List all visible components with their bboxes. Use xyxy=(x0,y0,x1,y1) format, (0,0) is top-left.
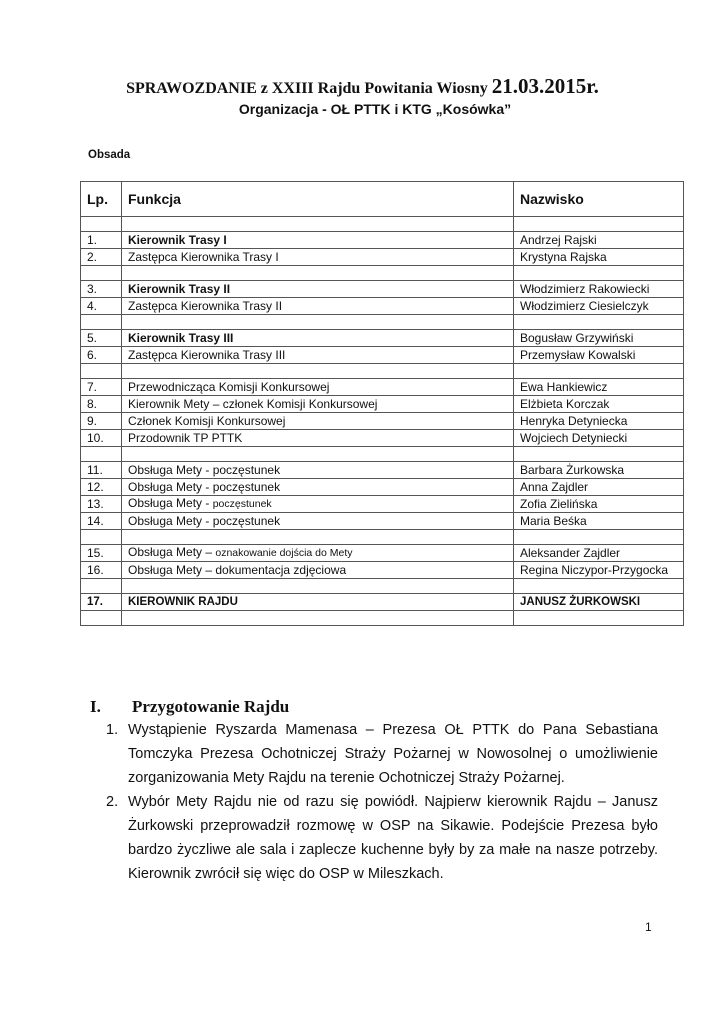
cell-nazwisko: Przemysław Kowalski xyxy=(514,347,684,364)
cell-funkcja: Obsługa Mety – dokumentacja zdjęciowa xyxy=(122,562,514,579)
cell-nazwisko: Regina Niczypor-Przygocka xyxy=(514,562,684,579)
cell-nazwisko: Wojciech Detyniecki xyxy=(514,430,684,447)
cell-funkcja: Kierownik Trasy I xyxy=(122,232,514,249)
cell-lp: 3. xyxy=(81,281,122,298)
table-row xyxy=(81,479,684,496)
cell-funkcja: Obsługa Mety - poczęstunek xyxy=(122,513,514,530)
cell-nazwisko: Włodzimierz Rakowiecki xyxy=(514,281,684,298)
cell-nazwisko: Barbara Żurkowska xyxy=(514,462,684,479)
list-item-number: 1. xyxy=(106,722,119,738)
table-row xyxy=(81,496,684,513)
table-row xyxy=(81,396,684,413)
list-item-text: Wybór Mety Rajdu nie od razu się powiódł. Najpierw kierownik Rajdu – Janusz Żurkowski przeprowadził rozmowę w OSP na Sikawie. Podejście Prezesa było bardzo życzliwe ale sala i zaplecze kuchenne były by za małe na nasze potrzeby. Kierownik zwrócił się więc do OSP w Mileszkach. xyxy=(128,794,658,882)
cell-funkcja: Zastępca Kierownika Trasy III xyxy=(122,347,514,364)
header-nazwisko: Nazwisko xyxy=(514,182,684,217)
table-row xyxy=(81,281,684,298)
table-row xyxy=(81,232,684,249)
table-row xyxy=(81,430,684,447)
section-list xyxy=(106,718,658,886)
cell-funkcja-small: oznakowanie dojścia do Mety xyxy=(215,547,353,559)
cell-nazwisko: Henryka Detyniecka xyxy=(514,413,684,430)
cell-funkcja-main: Obsługa Mety – xyxy=(128,545,216,559)
cell-lp: 11. xyxy=(81,462,122,479)
cell-nazwisko: Andrzej Rajski xyxy=(514,232,684,249)
title-date: 21.03.2015r. xyxy=(491,74,599,98)
cell-nazwisko: Zofia Zielińska xyxy=(514,496,684,513)
cell-lp: 15. xyxy=(81,545,122,562)
table-row xyxy=(81,545,684,562)
cell-lp: 10. xyxy=(81,430,122,447)
cell-lp: 4. xyxy=(81,298,122,315)
table-row xyxy=(81,462,684,479)
list-item-text: Wystąpienie Ryszarda Mamenasa – Prezesa OŁ PTTK do Pana Sebastiana Tomczyka Prezesa Ochotniczej Straży Pożarnej w Nowosolnej o umożliwienie zorganizowania Mety Rajdu na terenie Ochotniczej Straży Pożarnej. xyxy=(128,722,658,786)
cell-nazwisko: Krystyna Rajska xyxy=(514,249,684,266)
cell-nazwisko: JANUSZ ŻURKOWSKI xyxy=(514,594,684,611)
cell-nazwisko: Ewa Hankiewicz xyxy=(514,379,684,396)
cell-funkcja: KIEROWNIK RAJDU xyxy=(122,594,514,611)
title-main: SPRAWOZDANIE z XXIII Rajdu Powitania Wiosny xyxy=(126,80,492,97)
cell-lp: 5. xyxy=(81,330,122,347)
cell-lp: 12. xyxy=(81,479,122,496)
table-row xyxy=(81,330,684,347)
table-spacer-row xyxy=(81,579,684,594)
cell-nazwisko: Anna Zajdler xyxy=(514,479,684,496)
obsada-label: Obsada xyxy=(88,149,131,161)
cell-nazwisko: Włodzimierz Ciesielczyk xyxy=(514,298,684,315)
table-spacer-row xyxy=(81,266,684,281)
section-numeral: I. xyxy=(90,697,101,716)
cell-funkcja: Członek Komisji Konkursowej xyxy=(122,413,514,430)
cell-funkcja: Zastępca Kierownika Trasy II xyxy=(122,298,514,315)
cell-funkcja xyxy=(122,496,514,513)
cell-nazwisko: Bogusław Grzywiński xyxy=(514,330,684,347)
cell-lp: 1. xyxy=(81,232,122,249)
cell-lp: 2. xyxy=(81,249,122,266)
section-title: Przygotowanie Rajdu xyxy=(132,697,290,716)
cell-funkcja-main: Obsługa Mety - xyxy=(128,496,213,510)
table-row xyxy=(81,594,684,611)
table-row xyxy=(81,562,684,579)
table-row xyxy=(81,379,684,396)
list-item xyxy=(106,718,658,790)
table-row xyxy=(81,513,684,530)
table-row xyxy=(81,413,684,430)
cell-funkcja xyxy=(122,545,514,562)
cell-funkcja-small: poczęstunek xyxy=(212,498,272,510)
cell-funkcja: Obsługa Mety - poczęstunek xyxy=(122,462,514,479)
cell-funkcja: Zastępca Kierownika Trasy I xyxy=(122,249,514,266)
page-number: 1 xyxy=(645,920,652,934)
table-row xyxy=(81,347,684,364)
report-subtitle: Organizacja - OŁ PTTK i KTG „Kosówka” xyxy=(238,101,512,117)
cell-funkcja: Kierownik Trasy III xyxy=(122,330,514,347)
report-title xyxy=(0,74,725,99)
cell-lp: 13. xyxy=(81,496,122,513)
cell-lp: 16. xyxy=(81,562,122,579)
list-item xyxy=(106,790,658,886)
section-heading xyxy=(90,697,289,717)
table-spacer-row xyxy=(81,447,684,462)
cell-lp: 14. xyxy=(81,513,122,530)
header-lp: Lp. xyxy=(81,182,122,217)
table-header-row xyxy=(81,182,684,217)
table-spacer-row xyxy=(81,364,684,379)
list-item-number: 2. xyxy=(106,794,119,810)
cell-funkcja: Obsługa Mety - poczęstunek xyxy=(122,479,514,496)
cell-lp: 8. xyxy=(81,396,122,413)
table-row xyxy=(81,249,684,266)
cast-table xyxy=(80,181,684,626)
cell-nazwisko: Elżbieta Korczak xyxy=(514,396,684,413)
cell-lp: 6. xyxy=(81,347,122,364)
table-spacer-row xyxy=(81,217,684,232)
table-spacer-row xyxy=(81,315,684,330)
cell-lp: 17. xyxy=(81,594,122,611)
cell-lp: 7. xyxy=(81,379,122,396)
cell-lp: 9. xyxy=(81,413,122,430)
cell-nazwisko: Maria Beśka xyxy=(514,513,684,530)
cell-funkcja: Kierownik Mety – członek Komisji Konkursowej xyxy=(122,396,514,413)
table-row xyxy=(81,298,684,315)
cell-funkcja: Kierownik Trasy II xyxy=(122,281,514,298)
table-spacer-row xyxy=(81,530,684,545)
table-spacer-row xyxy=(81,611,684,626)
cell-nazwisko: Aleksander Zajdler xyxy=(514,545,684,562)
header-funkcja: Funkcja xyxy=(122,182,514,217)
cell-funkcja: Przewodnicząca Komisji Konkursowej xyxy=(122,379,514,396)
cell-funkcja: Przodownik TP PTTK xyxy=(122,430,514,447)
